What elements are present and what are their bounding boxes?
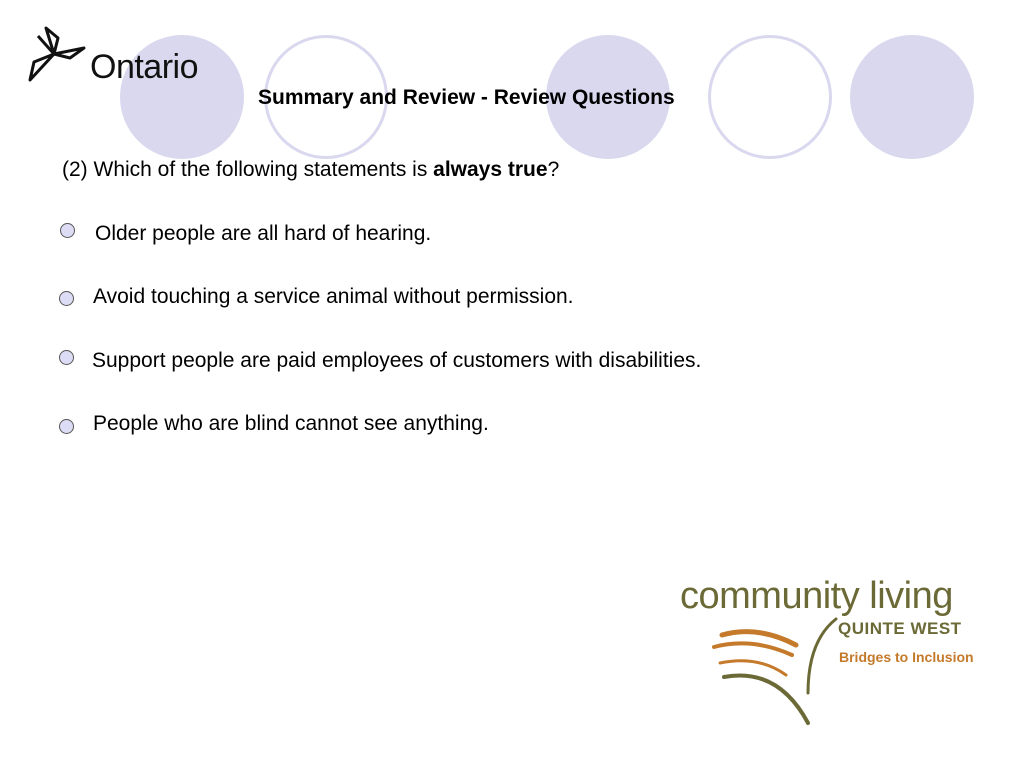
community-living-name: community living xyxy=(680,575,953,617)
community-living-logo xyxy=(678,575,998,735)
question-text xyxy=(62,158,559,182)
community-living-location: QUINTE WEST xyxy=(838,619,962,638)
question-prefix: (2) Which of the following statements is xyxy=(62,158,434,181)
option-4-radio[interactable] xyxy=(59,419,74,434)
slide-title: Summary and Review - Review Questions xyxy=(258,86,675,109)
option-1-radio[interactable] xyxy=(60,223,75,238)
ontario-logo xyxy=(24,22,224,92)
option-2-radio[interactable] xyxy=(59,291,74,306)
decor-circle-4 xyxy=(708,35,832,159)
ontario-wordmark: Ontario xyxy=(90,48,198,86)
question-suffix: ? xyxy=(547,158,560,181)
option-1-label[interactable]: Older people are all hard of hearing. xyxy=(95,222,432,245)
trillium-icon xyxy=(24,24,88,86)
option-3-radio[interactable] xyxy=(59,350,74,365)
question-emphasis: always true xyxy=(433,158,548,181)
option-2-label[interactable]: Avoid touching a service animal without permission. xyxy=(93,285,574,308)
option-3-label[interactable]: Support people are paid employees of customers with disabilities. xyxy=(92,349,702,372)
decor-circle-5 xyxy=(850,35,974,159)
community-living-tagline: Bridges to Inclusion xyxy=(839,649,974,665)
option-4-label[interactable]: People who are blind cannot see anything. xyxy=(93,412,489,435)
